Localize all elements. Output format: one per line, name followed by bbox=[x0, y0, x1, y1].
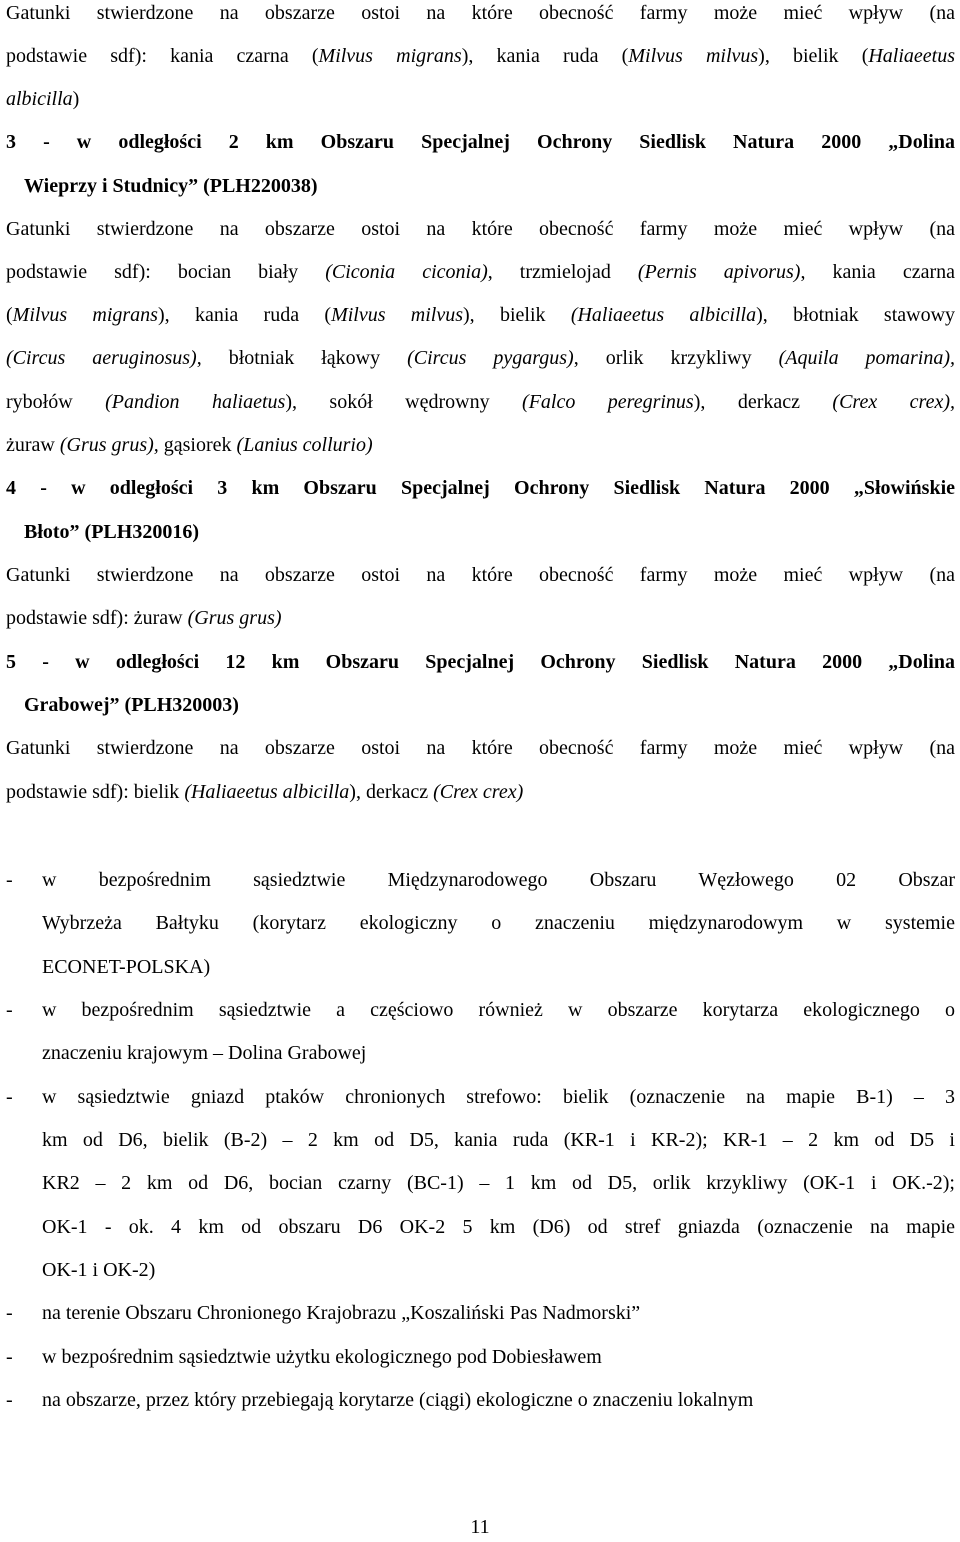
species-paragraph-line bbox=[6, 560, 955, 590]
bullet-item-line bbox=[42, 995, 955, 1025]
latin-name: (Pandion haliaetus bbox=[105, 391, 286, 413]
text-span: podstawie sdf): żuraw bbox=[6, 607, 188, 629]
text-span: żuraw bbox=[6, 434, 60, 456]
text-span: ), derkacz bbox=[693, 391, 833, 413]
latin-name: Milvus migrans bbox=[12, 304, 158, 326]
text-span: , kania czarna bbox=[800, 261, 955, 283]
text-span: ), kania ruda ( bbox=[157, 304, 332, 326]
text-span: ), błotniak stawowy bbox=[756, 304, 955, 326]
text-span: km od D6, bielik (B-2) – 2 km od D5, kania ruda (KR-1 i KR-2); KR-1 – 2 km od D5 i bbox=[42, 1129, 955, 1151]
species-paragraph-line bbox=[6, 0, 955, 28]
species-paragraph-line bbox=[6, 603, 955, 633]
species-paragraph-line bbox=[6, 41, 955, 71]
bullet-item-line bbox=[42, 865, 955, 895]
text-span: gąsiorek bbox=[158, 434, 237, 456]
species-paragraph-line bbox=[6, 430, 955, 460]
latin-name: Milvus milvus bbox=[331, 304, 464, 326]
species-paragraph-line bbox=[6, 84, 955, 114]
latin-name: (Circus aeruginosus) bbox=[6, 347, 197, 369]
text-span: ), bielik bbox=[463, 304, 571, 326]
bullet-dash: - bbox=[6, 869, 13, 891]
text-span: rybołów bbox=[6, 391, 106, 413]
species-paragraph-line bbox=[6, 257, 955, 287]
latin-name: (Haliaeetus albicilla bbox=[184, 781, 350, 803]
bullet-dash: - bbox=[6, 1389, 13, 1411]
text-span: ), derkacz bbox=[349, 781, 434, 803]
latin-name: Milvus milvus bbox=[628, 45, 759, 67]
species-paragraph-line bbox=[6, 387, 955, 417]
latin-name: (Haliaeetus albicilla bbox=[570, 304, 757, 326]
section-heading bbox=[6, 127, 955, 157]
species-paragraph-line bbox=[6, 214, 955, 244]
section-heading bbox=[6, 473, 955, 503]
species-paragraph-line bbox=[6, 777, 955, 807]
bullet-dash: - bbox=[6, 999, 13, 1021]
latin-name: (Circus pygargus) bbox=[407, 347, 574, 369]
latin-name: (Crex crex), bbox=[832, 391, 955, 413]
bullet-item-line bbox=[42, 1212, 955, 1242]
section-heading bbox=[24, 517, 955, 547]
bullet-item-line bbox=[42, 1298, 955, 1328]
latin-name: (Ciconia ciconia) bbox=[325, 261, 488, 283]
text-span: Gatunki stwierdzone na obszarze ostoi na które obecność farmy może mieć wpływ (na bbox=[6, 218, 955, 240]
text-span: podstawie sdf): bielik bbox=[6, 781, 185, 803]
text-span: ), bielik ( bbox=[758, 45, 869, 67]
text-span: , błotniak łąkowy bbox=[196, 347, 408, 369]
section-heading bbox=[24, 690, 955, 720]
latin-name: (Grus grus), bbox=[59, 434, 159, 456]
text-span: w sąsiedztwie gniazd ptaków chronionych strefowo: bielik (oznaczenie na mapie B-1) – 3 bbox=[42, 1086, 955, 1108]
bullet-item-line bbox=[42, 1342, 955, 1372]
latin-name: (Crex crex) bbox=[433, 781, 524, 803]
latin-name: (Lanius collurio) bbox=[236, 434, 373, 456]
latin-name: (Aquila pomarina), bbox=[778, 347, 955, 369]
species-paragraph-line bbox=[6, 343, 955, 373]
text-span: Błoto” (PLH320016) bbox=[24, 521, 199, 543]
text-span: ) bbox=[72, 88, 80, 110]
text-span: znaczeniu krajowym – Dolina Grabowej bbox=[42, 1042, 367, 1064]
text-span: 5 - w odległości 12 km Obszaru Specjalnej Ochrony Siedlisk Natura 2000 „Dolina bbox=[6, 651, 955, 673]
species-paragraph-line bbox=[6, 733, 955, 763]
text-span: KR2 – 2 km od D6, bocian czarny (BC-1) – 1 km od D5, orlik krzykliwy (OK-1 i OK.-2); bbox=[42, 1172, 955, 1194]
latin-name: Milvus migrans bbox=[318, 45, 462, 67]
bullet-item-line bbox=[42, 1255, 955, 1285]
text-span: ), sokół wędrowny bbox=[285, 391, 523, 413]
text-span: 4 - w odległości 3 km Obszaru Specjalnej Ochrony Siedlisk Natura 2000 „Słowińskie bbox=[6, 477, 955, 499]
section-heading bbox=[6, 647, 955, 677]
text-span: , orlik krzykliwy bbox=[573, 347, 779, 369]
text-span: Gatunki stwierdzone na obszarze ostoi na które obecność farmy może mieć wpływ (na bbox=[6, 564, 955, 586]
text-span: w bezpośrednim sąsiedztwie Międzynarodowego Obszaru Węzłowego 02 Obszar bbox=[42, 869, 955, 891]
text-span: , trzmielojad bbox=[487, 261, 638, 283]
species-paragraph-line bbox=[6, 300, 955, 330]
text-span: 3 - w odległości 2 km Obszaru Specjalnej Ochrony Siedlisk Natura 2000 „Dolina bbox=[6, 131, 955, 153]
latin-name: albicilla bbox=[6, 88, 73, 110]
text-span: w bezpośrednim sąsiedztwie a częściowo również w obszarze korytarza ekologicznego o bbox=[42, 999, 955, 1021]
bullet-item-line bbox=[42, 1125, 955, 1155]
bullet-item-line bbox=[42, 1038, 955, 1068]
text-span: podstawie sdf): kania czarna ( bbox=[6, 45, 319, 67]
page-number: 11 bbox=[470, 1516, 490, 1538]
text-span: na terenie Obszaru Chronionego Krajobrazu „Koszaliński Pas Nadmorski” bbox=[42, 1302, 641, 1324]
text-span: Grabowej” (PLH320003) bbox=[24, 694, 239, 716]
latin-name: (Pernis apivorus) bbox=[637, 261, 801, 283]
text-span: Wybrzeża Bałtyku (korytarz ekologiczny o znaczeniu międzynarodowym w systemie bbox=[42, 912, 955, 934]
latin-name: Haliaeetus bbox=[868, 45, 955, 67]
text-span: ECONET-POLSKA) bbox=[42, 956, 211, 978]
text-span: OK-1 - ok. 4 km od obszaru D6 OK-2 5 km (D6) od stref gniazda (oznaczenie na mapie bbox=[42, 1216, 955, 1238]
text-span: OK-1 i OK-2) bbox=[42, 1259, 156, 1281]
text-span: na obszarze, przez który przebiegają korytarze (ciągi) ekologiczne o znaczeniu lokalnym bbox=[42, 1389, 754, 1411]
bullet-item-line bbox=[42, 1082, 955, 1112]
bullet-item-line bbox=[42, 1385, 955, 1415]
bullet-dash: - bbox=[6, 1086, 13, 1108]
bullet-item-line bbox=[42, 952, 955, 982]
text-span: w bezpośrednim sąsiedztwie użytku ekologicznego pod Dobiesławem bbox=[42, 1346, 602, 1368]
latin-name: (Falco peregrinus bbox=[522, 391, 694, 413]
text-span: podstawie sdf): bocian biały bbox=[6, 261, 326, 283]
text-span: Wieprzy i Studnicy” (PLH220038) bbox=[24, 175, 318, 197]
text-span: Gatunki stwierdzone na obszarze ostoi na które obecność farmy może mieć wpływ (na bbox=[6, 737, 955, 759]
text-span: ( bbox=[6, 304, 13, 326]
latin-name: (Grus grus) bbox=[187, 607, 282, 629]
bullet-dash: - bbox=[6, 1346, 13, 1368]
text-span: ), kania ruda ( bbox=[461, 45, 629, 67]
bullet-item-line bbox=[42, 1168, 955, 1198]
text-span: Gatunki stwierdzone na obszarze ostoi na które obecność farmy może mieć wpływ (na bbox=[6, 2, 955, 24]
bullet-item-line bbox=[42, 908, 955, 938]
section-heading bbox=[24, 171, 955, 201]
bullet-dash: - bbox=[6, 1302, 13, 1324]
